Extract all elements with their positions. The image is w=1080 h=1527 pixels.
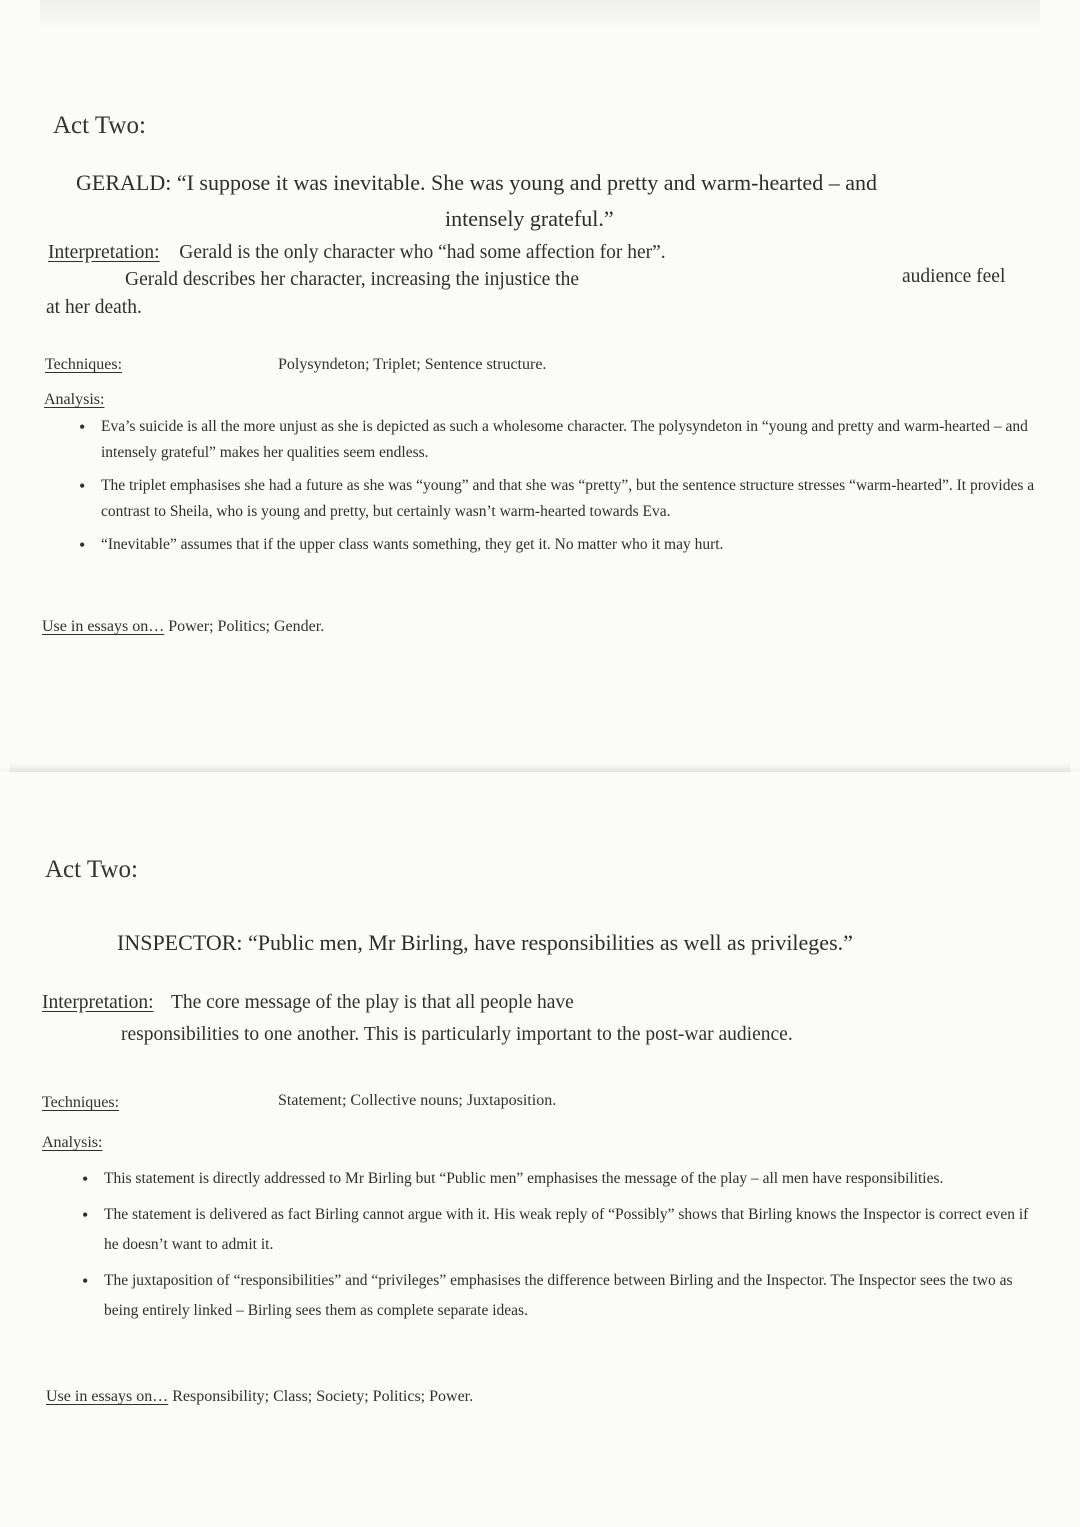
interpretation-text: audience feel [902,266,1006,287]
use-in-essays-label: Use in essays on… [42,618,165,635]
page-sheet-2 [0,772,1080,1527]
analysis-label: Analysis: [42,1134,103,1151]
techniques-label: Techniques: [42,1094,120,1111]
use-in-essays-value: Power; Politics; Gender. [168,618,325,635]
analysis-point: • The statement is delivered as fact Birling cannot argue with it. His weak reply of “Possibly” shows that Birling knows the Inspector is correct even if he doesn’t want to admit it. [104,1200,1034,1260]
use-in-essays-row [42,618,324,636]
interpretation-text: Gerald is the only character who “had some affection for her”. [179,242,666,263]
interpretation-text: Gerald describes her character, increasing the injustice the [125,269,580,290]
analysis-list [101,414,1046,565]
analysis-point: • This statement is directly addressed to Mr Birling but “Public men” emphasises the message of the play – all men have responsibilities. [104,1164,1034,1194]
interpretation-row [48,242,666,264]
analysis-point: • The triplet emphasises she had a future as she was “young” and that she was “pretty”, but the sentence structure stresses “warm-hearted”. It provides a contrast to Sheila, who is young and pretty, but certainly wasn’t warm-hearted towards Eva. [101,473,1046,525]
interpretation-text: The core message of the play is that all people have [170,992,574,1013]
scan-shadow [40,0,1040,28]
analysis-point: • “Inevitable” assumes that if the upper class wants something, they get it. No matter who it may hurt. [101,532,1046,558]
techniques-value: Polysyndeton; Triplet; Sentence structure. [278,356,547,373]
analysis-label: Analysis: [44,391,105,408]
analysis-point: • Eva’s suicide is all the more unjust as she is depicted as such a wholesome character. The polysyndeton in “young and pretty and warm-hearted – and intensely grateful” makes her qualities seem endless. [101,414,1046,466]
interpretation-text: responsibilities to one another. This is particularly important to the post-war audience. [121,1024,793,1045]
techniques-value: Statement; Collective nouns; Juxtaposition. [278,1092,557,1109]
analysis-point: • The juxtaposition of “responsibilities” and “privileges” emphasises the difference between Birling and the Inspector. The Inspector sees the two as being entirely linked – Birling sees them as complete separate ideas. [104,1266,1034,1326]
interpretation-label: Interpretation: [48,242,160,263]
act-title: Act Two: [53,112,146,139]
interpretation-text: at her death. [46,297,142,318]
use-in-essays-label: Use in essays on… [46,1388,169,1405]
use-in-essays-row [46,1388,473,1406]
analysis-list [104,1164,1034,1332]
use-in-essays-value: Responsibility; Class; Society; Politics; Power. [172,1388,474,1405]
act-title: Act Two: [45,856,138,883]
interpretation-label: Interpretation: [42,992,154,1013]
techniques-label: Techniques: [45,356,123,373]
quote-line: INSPECTOR: “Public men, Mr Birling, have responsibilities as well as privileges.” [117,930,853,955]
quote-line: GERALD: “I suppose it was inevitable. She was young and pretty and warm-hearted – and [76,170,877,195]
interpretation-row [42,992,574,1014]
quote-line: intensely grateful.” [445,206,614,231]
